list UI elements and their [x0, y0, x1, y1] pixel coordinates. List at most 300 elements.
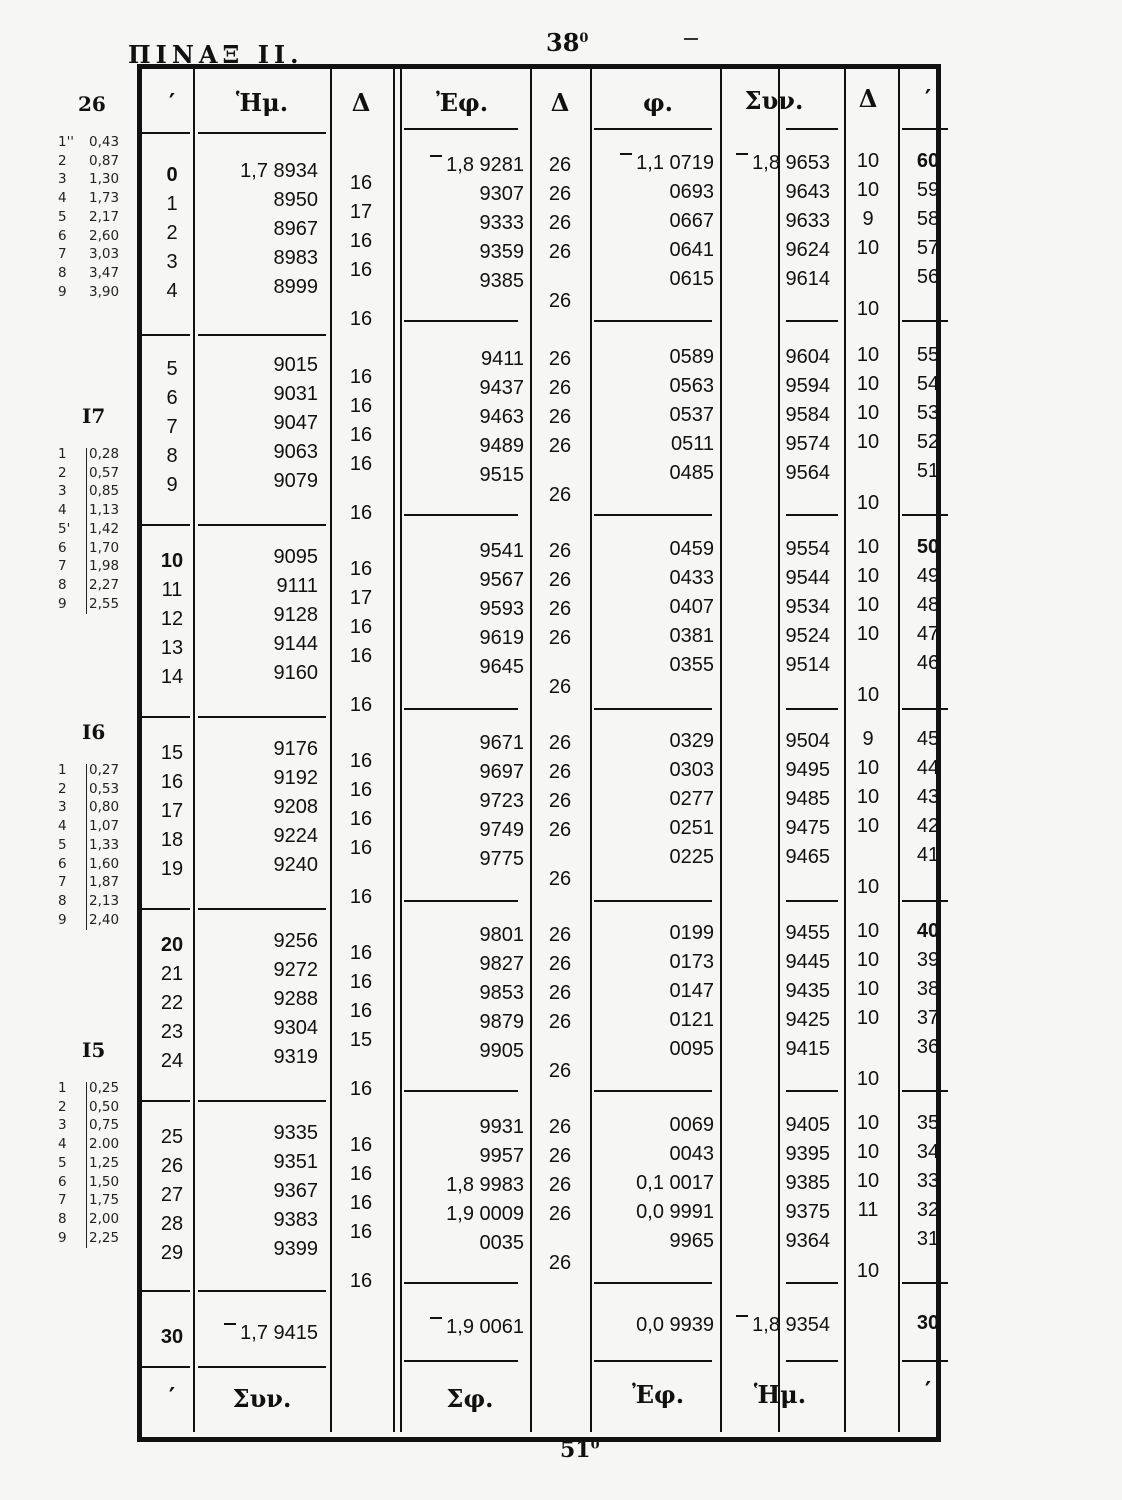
cot-value: 0485	[669, 462, 714, 484]
minute-right: 43	[916, 786, 940, 808]
side-table-value: 2,40	[89, 911, 120, 928]
row-separator	[198, 716, 326, 718]
side-table-index: 8	[58, 892, 67, 909]
side-table-value: 2,17	[89, 208, 120, 225]
row-separator	[902, 1360, 948, 1362]
cos-value: 9435	[785, 980, 830, 1002]
delta-sin: 16	[349, 837, 373, 859]
minute-right: 59	[916, 179, 940, 201]
cot-value: 0615	[669, 268, 714, 290]
minute-right: 47	[916, 623, 940, 645]
cos-value: 9524	[785, 625, 830, 647]
delta-cos: 10	[856, 949, 880, 971]
row-separator	[786, 1360, 838, 1362]
degree-bottom-value: 51	[560, 1437, 591, 1463]
side-table-index: 1''	[58, 134, 75, 150]
side-table-index: 7	[58, 874, 67, 891]
row-separator	[198, 1100, 326, 1102]
delta-tan: 26	[548, 154, 572, 176]
row-separator	[140, 908, 190, 910]
sin-value: 9128	[273, 604, 318, 626]
row-separator	[198, 334, 326, 336]
minute-left: 28	[160, 1213, 184, 1235]
delta-cos: 10	[856, 402, 880, 424]
delta-cos: 10	[856, 757, 880, 779]
minute-left: 15	[160, 742, 184, 764]
minute-left: 4	[166, 280, 178, 302]
side-table-value: 1,60	[89, 855, 120, 872]
footer-cot: Ἐφ.	[631, 1380, 685, 1409]
cot-value: 0511	[670, 433, 714, 455]
header-minutes-right: ′	[924, 84, 932, 113]
sin-value: 9240	[273, 854, 318, 876]
row-separator	[404, 1360, 518, 1362]
cot-value: 0355	[669, 654, 714, 676]
sin-value: 9304	[273, 1017, 318, 1039]
delta-sin-tail: 16	[349, 502, 373, 524]
side-table-index: 7	[58, 558, 67, 575]
delta-cos-tail: 10	[856, 492, 880, 514]
side-table-index: 3	[58, 171, 67, 188]
tan-value: 9697	[479, 761, 524, 783]
row-separator	[198, 132, 326, 134]
sin-value: 9367	[273, 1180, 318, 1202]
minute-right: 33	[916, 1170, 940, 1192]
minute-right: 38	[916, 978, 940, 1000]
cos-value: 9465	[785, 846, 830, 868]
delta-sin-tail: 16	[349, 886, 373, 908]
side-table-value: 3,03	[89, 246, 120, 263]
side-table-index: 9	[58, 911, 67, 928]
cos-value: 9455	[785, 922, 830, 944]
cos-value: 9534	[785, 596, 830, 618]
minute-right: 50	[916, 536, 940, 558]
minute-left: 21	[160, 963, 184, 985]
row-separator	[404, 320, 518, 322]
row-separator	[404, 1282, 518, 1284]
minute-right: 51	[916, 460, 940, 482]
side-table-value: 2,27	[89, 576, 120, 593]
delta-sin: 16	[349, 259, 373, 281]
cos-value: 9633	[785, 210, 830, 232]
side-table-value: 0,27	[89, 762, 120, 778]
cot-value: 0381	[669, 625, 714, 647]
cot-value: 0667	[669, 210, 714, 232]
cos-value: 9415	[785, 1038, 830, 1060]
cot-value: 0225	[669, 846, 714, 868]
tan-value: 9749	[479, 819, 524, 841]
delta-sin: 16	[349, 779, 373, 801]
row-separator	[786, 128, 838, 130]
tan-value: 9957	[479, 1145, 524, 1167]
delta-tan: 26	[548, 790, 572, 812]
cot-value: 0277	[669, 788, 714, 810]
delta-tan: 26	[548, 435, 572, 457]
side-table-value: 0,80	[89, 799, 120, 816]
tan-value: 9541	[479, 540, 524, 562]
sin-value: 9031	[273, 383, 318, 405]
cos-value: 9584	[785, 404, 830, 426]
delta-sin: 16	[349, 366, 373, 388]
row-separator	[404, 1090, 518, 1092]
delta-cos-tail: 10	[856, 1260, 880, 1282]
sin-value: 9224	[273, 825, 318, 847]
cot-value: 0537	[669, 404, 714, 426]
cos-value: 9564	[785, 462, 830, 484]
cos-value: 9495	[785, 759, 830, 781]
side-table-index: 2	[58, 464, 67, 481]
tan-value: 9359	[479, 241, 524, 263]
row-separator	[594, 900, 712, 902]
delta-sin: 16	[349, 424, 373, 446]
cos-value: 9405	[785, 1114, 830, 1136]
minute-right: 45	[916, 728, 940, 750]
minute-left: 19	[160, 858, 184, 880]
tan-value: 9619	[479, 627, 524, 649]
delta-cos: 10	[856, 594, 880, 616]
minute-left: 2	[166, 222, 178, 244]
tan-value: 9437	[479, 377, 524, 399]
minute-right: 53	[916, 402, 940, 424]
minute-left: 14	[160, 666, 184, 688]
header-delta-2: Δ	[550, 88, 570, 117]
minute-right: 57	[916, 237, 940, 259]
minute-right: 31	[916, 1228, 940, 1250]
side-table-value: 1,75	[89, 1192, 120, 1209]
sin-value: 9319	[273, 1046, 318, 1068]
delta-cos: 10	[856, 623, 880, 645]
side-table-rule	[86, 764, 87, 930]
cos-value: 9624	[785, 239, 830, 261]
row-separator	[902, 320, 948, 322]
column-rule	[400, 69, 402, 1432]
cos-value: 9504	[785, 730, 830, 752]
delta-sin: 16	[349, 616, 373, 638]
header-delta-3: Δ	[858, 84, 878, 113]
delta-tan: 26	[548, 953, 572, 975]
delta-cos: 10	[856, 344, 880, 366]
row-separator	[786, 900, 838, 902]
minute-left: 11	[161, 579, 183, 601]
side-table-value: 0,43	[89, 134, 120, 150]
row-separator	[902, 1282, 948, 1284]
cot-value: 0069	[669, 1114, 714, 1136]
delta-sin: 16	[349, 1134, 373, 1156]
row-separator	[786, 320, 838, 322]
minute-left: 0	[166, 164, 178, 186]
row-separator	[140, 1366, 190, 1368]
cot-value: 0407	[669, 596, 714, 618]
minute-right: 40	[916, 920, 940, 942]
cos-value: 9544	[785, 567, 830, 589]
delta-tan-tail: 26	[548, 676, 572, 698]
row-separator	[198, 1366, 326, 1368]
row-separator	[786, 1090, 838, 1092]
side-table-index: 2	[58, 152, 67, 169]
side-table-value: 0,85	[89, 483, 120, 500]
delta-sin: 17	[349, 201, 373, 223]
tan-value: 9671	[479, 732, 524, 754]
characteristic-bar	[224, 1323, 236, 1325]
side-table-index: 3	[58, 483, 67, 500]
tan-value: 0035	[479, 1232, 524, 1254]
minute-left: 10	[160, 550, 184, 572]
cot-value: 0043	[669, 1143, 714, 1165]
side-table-value: 3,90	[89, 283, 120, 300]
side-table-index: 1	[58, 1080, 67, 1096]
delta-sin: 16	[349, 230, 373, 252]
header-cos: Συν.	[744, 86, 804, 115]
tan-value: 9853	[479, 982, 524, 1004]
side-table-index: 6	[58, 539, 67, 556]
minute-left: 13	[160, 637, 184, 659]
sin-value: 9335	[273, 1122, 318, 1144]
minute-right: 58	[916, 208, 940, 230]
side-table-value: 1,98	[89, 558, 120, 575]
footer-sin: Συν.	[232, 1384, 292, 1413]
side-table-index: 6	[58, 227, 67, 244]
side-table-index: 4	[58, 190, 67, 207]
row-separator	[786, 708, 838, 710]
delta-cos: 10	[856, 536, 880, 558]
side-table-value: 0,50	[89, 1098, 120, 1115]
cos-value: 9385	[785, 1172, 830, 1194]
cot-value: 0,0 9991	[636, 1201, 714, 1223]
row-separator	[404, 708, 518, 710]
delta-cos-tail: 10	[856, 684, 880, 706]
delta-cos-tail: 10	[856, 876, 880, 898]
minute-right: 52	[916, 431, 940, 453]
row-separator	[140, 524, 190, 526]
sin-value: 9160	[273, 662, 318, 684]
delta-cos: 10	[856, 150, 880, 172]
tan-value: 9801	[479, 924, 524, 946]
minute-right: 46	[916, 652, 940, 674]
sin-value: 9176	[273, 738, 318, 760]
delta-sin-tail: 16	[349, 694, 373, 716]
side-table-value: 0,87	[89, 152, 120, 169]
cot-value: 0251	[669, 817, 714, 839]
side-table-header: I6	[82, 720, 106, 744]
cos-value: 9375	[785, 1201, 830, 1223]
side-table-index: 9	[58, 595, 67, 612]
tan-value: 9775	[479, 848, 524, 870]
minute-right: 54	[916, 373, 940, 395]
row-separator	[140, 716, 190, 718]
characteristic-bar	[430, 1317, 442, 1319]
footer-cos: Ἡμ.	[753, 1380, 807, 1409]
sin-value: 8999	[273, 276, 318, 298]
minute-left: 6	[166, 387, 178, 409]
delta-cos: 10	[856, 978, 880, 1000]
side-table-index: 6	[58, 1173, 67, 1190]
minute-left: 20	[160, 934, 184, 956]
sin-value: 9383	[273, 1209, 318, 1231]
delta-tan-tail: 26	[548, 1252, 572, 1274]
sin-value: 9288	[273, 988, 318, 1010]
cos-value: 9614	[785, 268, 830, 290]
row-separator	[594, 1090, 712, 1092]
sin-value: 8950	[273, 189, 318, 211]
minute-right: 48	[916, 594, 940, 616]
delta-tan-tail: 26	[548, 868, 572, 890]
cot-value: 0589	[669, 346, 714, 368]
side-table-index: 4	[58, 502, 67, 519]
minute-right: 37	[916, 1007, 940, 1029]
degree-top-sup: 0	[579, 31, 589, 46]
delta-tan: 26	[548, 569, 572, 591]
side-table-value: 1,07	[89, 818, 120, 835]
cot-value: 0459	[669, 538, 714, 560]
side-table-value: 2,60	[89, 227, 120, 244]
cos-value: 9554	[785, 538, 830, 560]
minute-right: 36	[916, 1036, 940, 1058]
delta-tan-tail: 26	[548, 290, 572, 312]
delta-tan-tail: 26	[548, 1060, 572, 1082]
delta-tan: 26	[548, 761, 572, 783]
delta-tan: 26	[548, 1011, 572, 1033]
side-table-index: 9	[58, 1229, 67, 1246]
delta-tan: 26	[548, 732, 572, 754]
side-table-value: 1,87	[89, 874, 120, 891]
side-table-value: 1,50	[89, 1173, 120, 1190]
row-separator	[404, 514, 518, 516]
tan-value: 9333	[479, 212, 524, 234]
tan-value: 9645	[479, 656, 524, 678]
sin-value: 9399	[273, 1238, 318, 1260]
side-table-rule	[86, 1082, 87, 1248]
delta-cos: 10	[856, 179, 880, 201]
cot-value: 0303	[669, 759, 714, 781]
delta-cos: 10	[856, 920, 880, 942]
minute-left: 3	[166, 251, 178, 273]
delta-sin: 16	[349, 971, 373, 993]
row-separator	[594, 708, 712, 710]
row-separator	[140, 334, 190, 336]
column-rule	[530, 69, 532, 1432]
delta-tan: 26	[548, 1145, 572, 1167]
tan-value: 9515	[479, 464, 524, 486]
column-rule	[330, 69, 332, 1432]
delta-tan: 26	[548, 1203, 572, 1225]
tan-value: 9489	[479, 435, 524, 457]
cos-value: 9364	[785, 1230, 830, 1252]
cos-value: 9514	[785, 654, 830, 676]
tan-value: 9905	[479, 1040, 524, 1062]
side-table-index: 8	[58, 1210, 67, 1227]
header-cot: φ.	[642, 88, 674, 117]
delta-cos: 10	[856, 565, 880, 587]
side-table-value: 0,25	[89, 1080, 120, 1096]
header-tan: Ἐφ.	[435, 88, 489, 117]
tan-value: 9593	[479, 598, 524, 620]
cos-value: 1,8 9653	[710, 152, 830, 175]
side-table-rule	[86, 448, 87, 614]
cos-value: 9485	[785, 788, 830, 810]
delta-sin: 15	[349, 1029, 373, 1051]
row-separator	[902, 1090, 948, 1092]
cot-value: 0095	[669, 1038, 714, 1060]
sin-value: 8967	[273, 218, 318, 240]
minute-right: 60	[916, 150, 940, 172]
sin-value: 9144	[273, 633, 318, 655]
column-rule	[393, 69, 395, 1432]
cot-value: 0199	[669, 922, 714, 944]
row-separator	[594, 514, 712, 516]
delta-tan: 26	[548, 348, 572, 370]
row-separator	[140, 1290, 190, 1292]
minute-left: 23	[160, 1021, 184, 1043]
minute-right: 35	[916, 1112, 940, 1134]
column-rule	[590, 69, 592, 1432]
tan-value: 9827	[479, 953, 524, 975]
delta-cos-tail: 10	[856, 1068, 880, 1090]
sin-value: 9111	[276, 575, 318, 597]
side-table-index: 8	[58, 576, 67, 593]
side-table-index: 3	[58, 799, 67, 816]
cot-value: 0329	[669, 730, 714, 752]
sin-value: 9047	[273, 412, 318, 434]
minute-right: 55	[916, 344, 940, 366]
row-separator	[594, 128, 712, 130]
side-table-value: 1,42	[89, 520, 120, 537]
header-delta-1: Δ	[351, 88, 371, 117]
cot-value: 9965	[669, 1230, 714, 1252]
sin-value: 9063	[273, 441, 318, 463]
delta-cos: 9	[862, 208, 874, 230]
side-table-index: 5'	[58, 520, 71, 537]
sin-value: 9351	[273, 1151, 318, 1173]
side-table-index: 2	[58, 1098, 67, 1115]
side-table-header: 26	[78, 92, 106, 116]
tan-value: 9567	[479, 569, 524, 591]
delta-cos: 11	[857, 1199, 879, 1221]
row-separator	[594, 320, 712, 322]
side-table-header: I5	[82, 1038, 106, 1062]
delta-tan: 26	[548, 377, 572, 399]
delta-sin: 16	[349, 750, 373, 772]
sin-value: 1,7 9415	[198, 1322, 318, 1345]
side-table-index: 4	[58, 818, 67, 835]
cot-value: 0563	[669, 375, 714, 397]
cos-value: 9604	[785, 346, 830, 368]
side-table-value: 0,53	[89, 780, 120, 797]
row-separator	[594, 1282, 712, 1284]
delta-cos: 10	[856, 373, 880, 395]
row-separator	[902, 708, 948, 710]
sin-value: 9192	[273, 767, 318, 789]
delta-cos: 10	[856, 1170, 880, 1192]
delta-cos: 10	[856, 237, 880, 259]
side-table-index: 2	[58, 780, 67, 797]
characteristic-bar	[736, 153, 748, 155]
row-separator	[594, 1360, 712, 1362]
minute-right: 41	[916, 844, 940, 866]
side-table-value: 0,75	[89, 1117, 120, 1134]
minute-left: 17	[160, 800, 184, 822]
row-separator	[198, 524, 326, 526]
side-table-value: 0,57	[89, 464, 120, 481]
row-separator	[198, 908, 326, 910]
delta-sin-tail: 16	[349, 1078, 373, 1100]
header-sin: Ἡμ.	[235, 88, 289, 117]
cos-value: 9395	[785, 1143, 830, 1165]
side-table-value: 3,47	[89, 264, 120, 281]
degree-top	[546, 28, 588, 57]
delta-cos: 10	[856, 1007, 880, 1029]
minute-right: 44	[916, 757, 940, 779]
row-separator	[140, 1100, 190, 1102]
